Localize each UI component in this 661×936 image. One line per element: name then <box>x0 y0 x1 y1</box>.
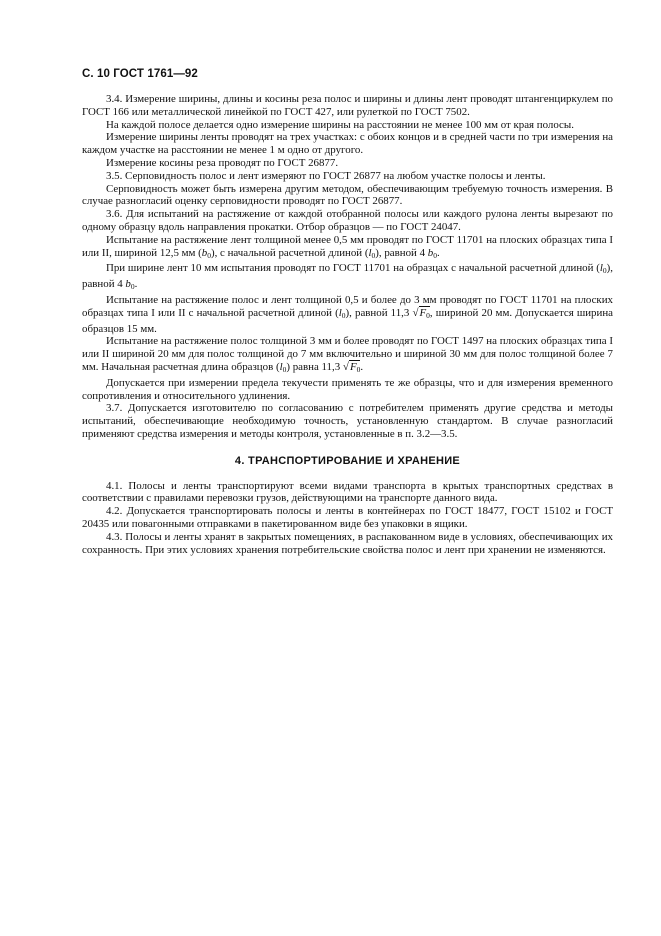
text-run: ), равной 4 <box>82 262 613 291</box>
document-page <box>82 68 613 556</box>
text-run: , шириной 20 мм. Допускается ширина образцов 15 мм. <box>82 306 613 335</box>
text-run: Испытание на растяжение лент толщиной менее 0,5 мм проводят по ГОСТ 11701 на плоских образцах типа I или II, шириной 12,5 мм ( <box>82 233 613 259</box>
text-run: Испытание на растяжение полос толщиной 3 мм и более проводят по ГОСТ 1497 на плоских образцах типа I или II шириной 20 мм для полос толщиной до 7 мм включительно и шириной 30 мм для полос толщиной более 7 мм. Начальная расчетная длина образцов ( <box>82 335 613 373</box>
symbol-l0: $l_0$ <box>279 360 287 374</box>
paragraph-3-6-medium-thickness <box>82 294 613 335</box>
text-run: . <box>436 246 440 259</box>
paragraph-3-4-skew: Измерение косины реза проводят по ГОСТ 26877. <box>106 156 339 169</box>
symbol-b0: $b_0$ <box>125 278 135 292</box>
paragraph-3-7: 3.7. Допускается изготовителю по согласованию с потребителем применять другие средства и методы испытаний, обеспечивающие необходимую точность, установленную стандартом. В случае разногласий применяют средства измерения и методы контроля, установленные в п. 3.2—3.5. <box>82 402 613 440</box>
sqrt-f0: $√F_0$ <box>342 360 361 374</box>
paragraph-3-6-thick-strip <box>82 335 613 376</box>
text-run: При ширине лент 10 мм испытания проводят по ГОСТ 11701 на образцах с начальной расчетной длиной ( <box>106 262 600 275</box>
paragraph-3-6-thin-tape <box>82 234 613 263</box>
paragraph-3-4: 3.4. Измерение ширины, длины и косины реза полос и ширины и длины лент проводят штангенциркулем по ГОСТ 166 или металлической линейкой по ГОСТ 427, или рулеткой по ГОСТ 7502. <box>82 93 613 118</box>
text-run: Испытание на растяжение полос и лент толщиной 0,5 и более до 3 мм проводят по ГОСТ 11701 на плоских образцах типа I или II с начальной расчетной длиной ( <box>82 293 613 319</box>
symbol-l0: $l_0$ <box>338 306 346 320</box>
text-run: . <box>360 360 364 373</box>
paragraph-3-6: 3.6. Для испытаний на растяжение от каждой отобранной полосы или каждого рулона ленты вырезают по одному образцу вдоль направления прокатки. Отбор образцов — по ГОСТ 24047. <box>82 208 613 233</box>
paragraph-3-5-alt-method: Серповидность может быть измерена другим методом, обеспечивающим требуемую точность измерения. В случае разногласий оценку серповидности проводят по ГОСТ 26877. <box>82 182 613 208</box>
text-run: ), с начальной расчетной длиной ( <box>210 246 369 259</box>
text-run: ), равной 4 <box>375 246 428 259</box>
symbol-l0: $l_0$ <box>599 262 607 276</box>
paragraph-4-3: 4.3. Полосы и ленты хранят в закрытых помещениях, в распакованном виде в условиях, обеспечивающих их сохранность. При этих условиях хранения потребительские свойства полос и лент при хранении не изменяются. <box>82 530 613 556</box>
running-head: С. 10 ГОСТ 1761—92 <box>82 68 198 80</box>
paragraph-3-4-width-strip: На каждой полосе делается одно измерение ширины на расстоянии не менее 100 мм от края полосы. <box>106 118 574 131</box>
symbol-b0: $b_0$ <box>201 246 211 260</box>
text-run: ), равной 11,3 <box>345 306 413 319</box>
text-run: ) равна 11,3 <box>286 360 343 373</box>
section-4-title: 4. ТРАНСПОРТИРОВАНИЕ И ХРАНЕНИЕ <box>234 454 461 467</box>
text-run: . <box>134 278 138 291</box>
symbol-b0: $b_0$ <box>427 246 437 260</box>
sqrt-f0: $√F_0$ <box>412 306 430 320</box>
paragraph-4-1: 4.1. Полосы и ленты транспортируют всеми видами транспорта в крытых транспортных средствах в соответствии с правилами перевозки грузов, действующими на транспорте данного вида. <box>82 479 613 505</box>
paragraph-3-5: 3.5. Серповидность полос и лент измеряют по ГОСТ 26877 на любом участке полосы и ленты. <box>106 169 546 182</box>
paragraph-3-6-yield: Допускается при измерении предела текучести применять те же образцы, что и для измерения временного сопротивления и относительного удлинения. <box>82 376 613 402</box>
symbol-l0: $l_0$ <box>368 246 376 260</box>
paragraph-3-4-width-tape: Измерение ширины ленты проводят на трех участках: с обоих концов и в средней части по три измерения на каждом участке на расстоянии не менее 1 м одно от другого. <box>82 131 613 157</box>
paragraph-3-6-width-10mm <box>82 262 613 294</box>
paragraph-4-2: 4.2. Допускается транспортировать полосы и ленты в контейнерах по ГОСТ 18477, ГОСТ 15102 и ГОСТ 20435 или повагонными отправками в пакетированном виде без упаковки в ящики. <box>82 505 613 530</box>
